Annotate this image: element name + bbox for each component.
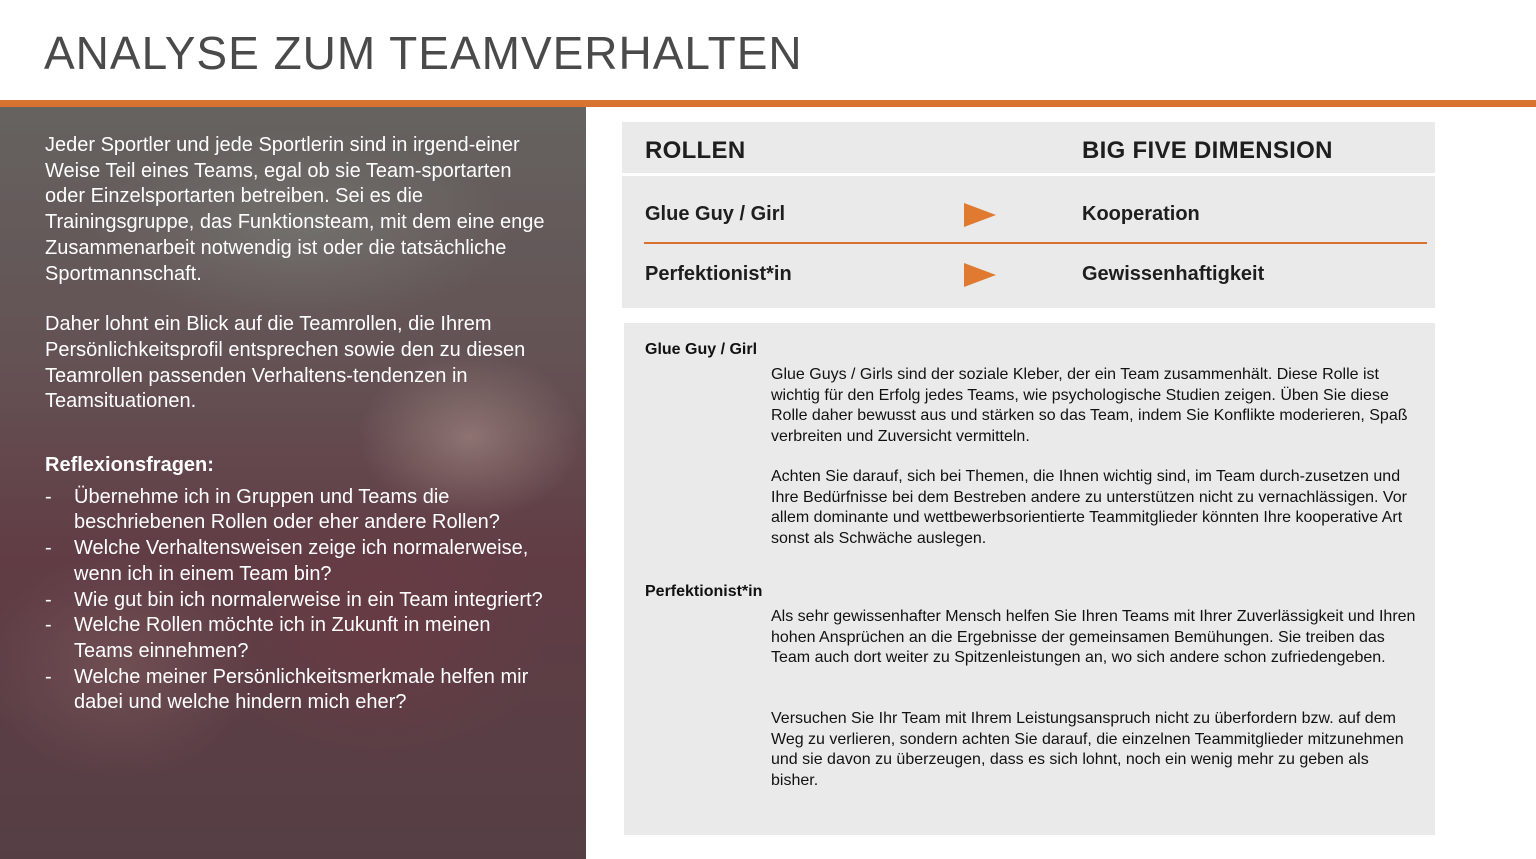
header-roles: ROLLEN (645, 137, 746, 164)
header-big-five: BIG FIVE DIMENSION (1082, 137, 1333, 164)
list-item (45, 613, 545, 664)
dimension-cell: Kooperation (1082, 203, 1200, 225)
reflexion-question-list (45, 485, 545, 716)
accent-divider (0, 100, 1536, 107)
left-panel-team-photo (0, 107, 586, 859)
description-paragraph: Als sehr gewissenhafter Mensch helfen Sie Ihren Teams mit Ihrer Zuverlässigkeit und Ihren hohen Ansprüchen an die Ergebnisse der gemeinsamen Bemühungen. Sie treiben das Team auch dort weiter zu Spitzenleistungen an, wo sich andere schon zufriedengeben. (771, 608, 1416, 666)
question-text: Welche meiner Persönlichkeitsmerkmale helfen mir dabei und welche hindern mich eher? (74, 665, 529, 714)
list-dash: - (45, 537, 52, 560)
list-dash: - (45, 485, 52, 508)
list-dash: - (45, 614, 52, 637)
dimension-cell: Gewissenhaftigkeit (1082, 263, 1265, 285)
arrow-right-icon (964, 263, 996, 287)
page-title: ANALYSE ZUM TEAMVERHALTEN (44, 27, 803, 79)
arrow-right-icon (964, 203, 996, 227)
reflexion-heading: Reflexionsfragen: (45, 454, 214, 477)
description-title: Glue Guy / Girl (645, 341, 758, 358)
intro-paragraph: Jeder Sportler und jede Sportlerin sind in irgend-einer Weise Teil eines Teams, egal ob sie Team-sportarten oder Einzelsportarten betreiben. Sei es die Trainingsgruppe, das Funktionsteam, mit dem eine enge Zusammenarbeit notwendig ist oder die tatsächliche Sportmannschaft. (45, 134, 545, 285)
list-item (45, 536, 545, 587)
list-item (45, 588, 545, 614)
list-item (45, 485, 545, 536)
left-text-block (45, 133, 545, 716)
list-dash: - (45, 588, 52, 611)
list-dash: - (45, 665, 52, 688)
role-cell: Perfektionist*in (645, 263, 792, 285)
question-text: Übernehme ich in Gruppen und Teams die beschriebenen Rollen oder eher andere Rollen? (74, 485, 500, 534)
question-text: Wie gut bin ich normalerweise in ein Team integriert? (74, 588, 543, 611)
roles-table (622, 122, 1435, 308)
role-cell: Glue Guy / Girl (645, 203, 786, 225)
question-text: Welche Verhaltensweisen zeige ich normalerweise, wenn ich in einem Team bin? (74, 537, 529, 585)
teamrollen-paragraph: Daher lohnt ein Blick auf die Teamrollen, die Ihrem Persönlichkeitsprofil entsprechen sowie den zu diesen Teamrollen passenden Verhaltens-tendenzen in Teamsituationen. (45, 313, 526, 413)
description-title: Perfektionist*in (645, 583, 763, 600)
table-row (622, 243, 1435, 303)
description-paragraph: Versuchen Sie Ihr Team mit Ihrem Leistungsanspruch nicht zu überfordern bzw. auf dem Weg zu verlieren, sondern achten Sie darauf, die einzelnen Teammitglieder mitzunehmen und sie davon zu überzeugen, dass es sich lohnt, noch ein wenig mehr zu geben als bisher. (771, 710, 1404, 789)
description-paragraph: Achten Sie darauf, sich bei Themen, die Ihnen wichtig sind, im Team durch-zusetzen und Ihre Bedürfnisse bei dem Bestreben andere zu unterstützen nicht zu vernachlässigen. Vor allem dominante und wettbewerbsorientierte Teammitglieder könnten Ihre kooperative Art sonst als Schwäche auslegen. (771, 468, 1407, 547)
role-descriptions-panel (624, 323, 1435, 835)
table-header (622, 122, 1435, 176)
table-row (622, 179, 1435, 239)
question-text: Welche Rollen möchte ich in Zukunft in meinen Teams einnehmen? (74, 614, 491, 662)
description-paragraph: Glue Guys / Girls sind der soziale Kleber, der ein Team zusammenhält. Diese Rolle ist wichtig für den Erfolg jedes Teams, wie psychologische Studien zeigen. Üben Sie diese Rolle daher bewusst aus und stärken so das Team, indem Sie Konflikte moderieren, Spaß verbreiten und Zuversicht vermitteln. (771, 366, 1408, 445)
list-item (45, 665, 545, 716)
